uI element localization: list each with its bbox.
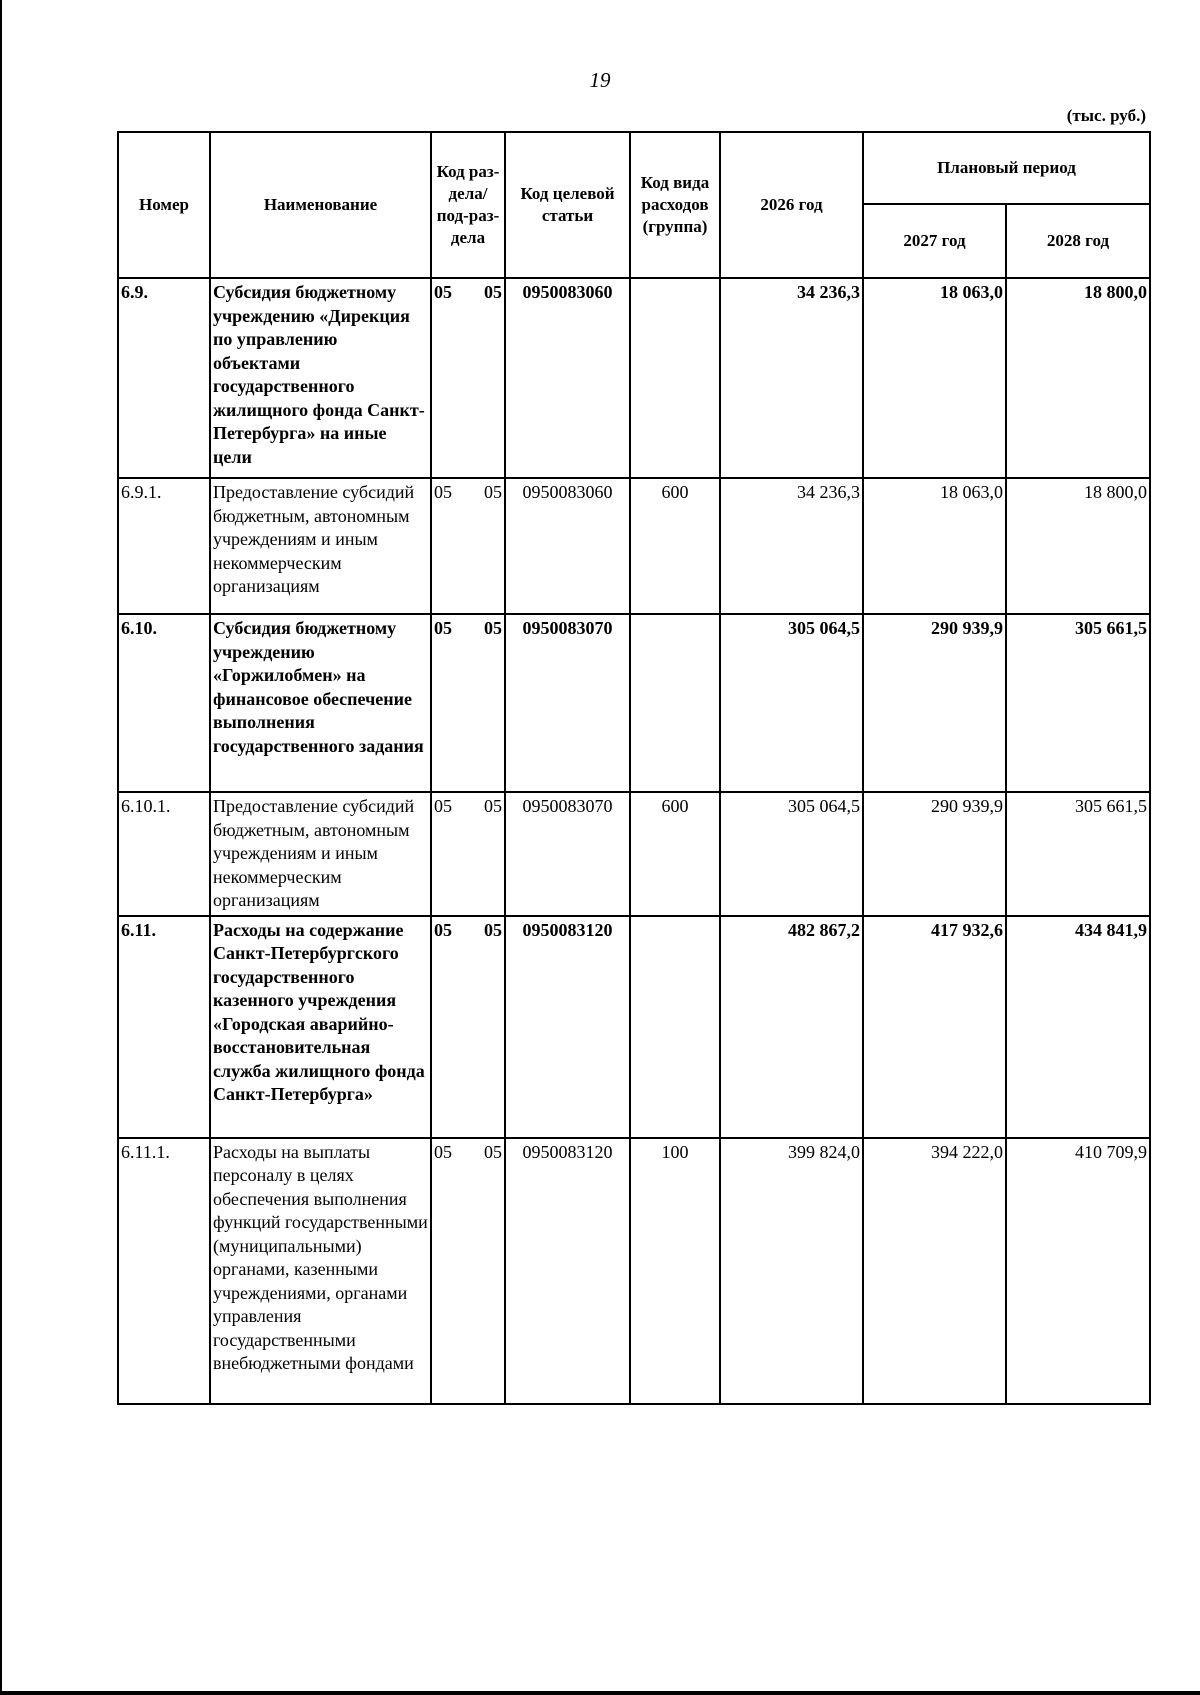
row-expense-type: 600 <box>630 478 720 614</box>
section-code: 05 <box>434 618 452 638</box>
header-expense-type: Код вида расходов (группа) <box>630 132 720 278</box>
row-number: 6.9.1. <box>118 478 210 614</box>
section-code-pair <box>434 919 502 943</box>
header-target-code: Код целевой статьи <box>505 132 630 278</box>
section-code: 05 <box>434 282 452 302</box>
row-number: 6.9. <box>118 278 210 478</box>
row-section-code <box>431 792 505 916</box>
row-name: Расходы на выплаты персоналу в целях обеспечения выполнения функций государственными (муниципальными) органами, казенными учреждениями, органами управления государственными внебюджетными фондами <box>210 1138 431 1404</box>
budget-table <box>117 131 1151 1405</box>
table-body <box>118 278 1150 1404</box>
row-name: Предоставление субсидий бюджетным, автономным учреждениям и иным некоммерческим организациям <box>210 478 431 614</box>
row-amount-2027: 290 939,9 <box>863 792 1006 916</box>
row-section-code <box>431 478 505 614</box>
row-amount-2026: 34 236,3 <box>720 278 863 478</box>
row-number: 6.10. <box>118 614 210 792</box>
units-label: (тыс. руб.) <box>1066 106 1146 125</box>
header-section-code: Код раз-дела/ под-раз-дела <box>431 132 505 278</box>
row-name: Предоставление субсидий бюджетным, автономным учреждениям и иным некоммерческим организациям <box>210 792 431 916</box>
header-year-2028: 2028 год <box>1006 204 1150 278</box>
section-code-pair <box>434 281 502 305</box>
row-amount-2027: 18 063,0 <box>863 278 1006 478</box>
row-number: 6.10.1. <box>118 792 210 916</box>
row-amount-2026: 305 064,5 <box>720 614 863 792</box>
table-row <box>118 792 1150 916</box>
row-amount-2026: 305 064,5 <box>720 792 863 916</box>
subsection-code: 05 <box>484 482 502 502</box>
row-amount-2028: 305 661,5 <box>1006 614 1150 792</box>
row-amount-2028: 410 709,9 <box>1006 1138 1150 1404</box>
subsection-code: 05 <box>484 1141 502 1162</box>
row-section-code <box>431 278 505 478</box>
table-row <box>118 916 1150 1138</box>
row-amount-2028: 305 661,5 <box>1006 792 1150 916</box>
header-number: Номер <box>118 132 210 278</box>
row-amount-2026: 34 236,3 <box>720 478 863 614</box>
row-target-code: 0950083070 <box>505 792 630 916</box>
row-amount-2027: 394 222,0 <box>863 1138 1006 1404</box>
table-row <box>118 614 1150 792</box>
header-year-2027: 2027 год <box>863 204 1006 278</box>
row-name: Расходы на содержание Санкт-Петербургского государственного казенного учреждения «Городская аварийно-восстановительная служба жилищного фонда Санкт-Петербурга» <box>210 916 431 1138</box>
subsection-code: 05 <box>484 618 502 638</box>
table-row <box>118 478 1150 614</box>
section-code-pair <box>434 1141 502 1165</box>
row-section-code <box>431 916 505 1138</box>
table-row <box>118 1138 1150 1404</box>
section-code: 05 <box>434 1141 452 1162</box>
row-expense-type <box>630 278 720 478</box>
row-amount-2027: 18 063,0 <box>863 478 1006 614</box>
row-target-code: 0950083120 <box>505 1138 630 1404</box>
row-target-code: 0950083120 <box>505 916 630 1138</box>
row-section-code <box>431 1138 505 1404</box>
row-expense-type <box>630 916 720 1138</box>
row-target-code: 0950083060 <box>505 478 630 614</box>
subsection-code: 05 <box>484 796 502 816</box>
row-amount-2026: 482 867,2 <box>720 916 863 1138</box>
row-expense-type: 100 <box>630 1138 720 1404</box>
row-section-code <box>431 614 505 792</box>
section-code-pair <box>434 795 502 819</box>
row-name: Субсидия бюджетному учреждению «Дирекция по управлению объектами государственного жилищного фонда Санкт-Петербурга» на иные цели <box>210 278 431 478</box>
subsection-code: 05 <box>484 919 502 940</box>
row-amount-2027: 290 939,9 <box>863 614 1006 792</box>
row-expense-type: 600 <box>630 792 720 916</box>
header-name: Наименование <box>210 132 431 278</box>
row-amount-2028: 18 800,0 <box>1006 478 1150 614</box>
row-name: Субсидия бюджетному учреждению «Горжилобмен» на финансовое обеспечение выполнения государственного задания <box>210 614 431 792</box>
section-code-pair <box>434 481 502 505</box>
page-left-edge <box>0 0 2 1695</box>
table-row <box>118 278 1150 478</box>
row-amount-2028: 434 841,9 <box>1006 916 1150 1138</box>
row-amount-2027: 417 932,6 <box>863 916 1006 1138</box>
row-amount-2028: 18 800,0 <box>1006 278 1150 478</box>
section-code: 05 <box>434 482 452 502</box>
section-code-pair <box>434 617 502 641</box>
section-code: 05 <box>434 919 452 940</box>
section-code: 05 <box>434 796 452 816</box>
row-expense-type <box>630 614 720 792</box>
row-target-code: 0950083070 <box>505 614 630 792</box>
row-number: 6.11.1. <box>118 1138 210 1404</box>
row-number: 6.11. <box>118 916 210 1138</box>
row-target-code: 0950083060 <box>505 278 630 478</box>
header-planning-period: Плановый период <box>863 132 1150 204</box>
header-year-2026: 2026 год <box>720 132 863 278</box>
table-header-row <box>118 132 1150 204</box>
page-number: 19 <box>589 68 611 92</box>
page-bottom-bar <box>0 1691 1200 1695</box>
row-amount-2026: 399 824,0 <box>720 1138 863 1404</box>
subsection-code: 05 <box>484 282 502 302</box>
